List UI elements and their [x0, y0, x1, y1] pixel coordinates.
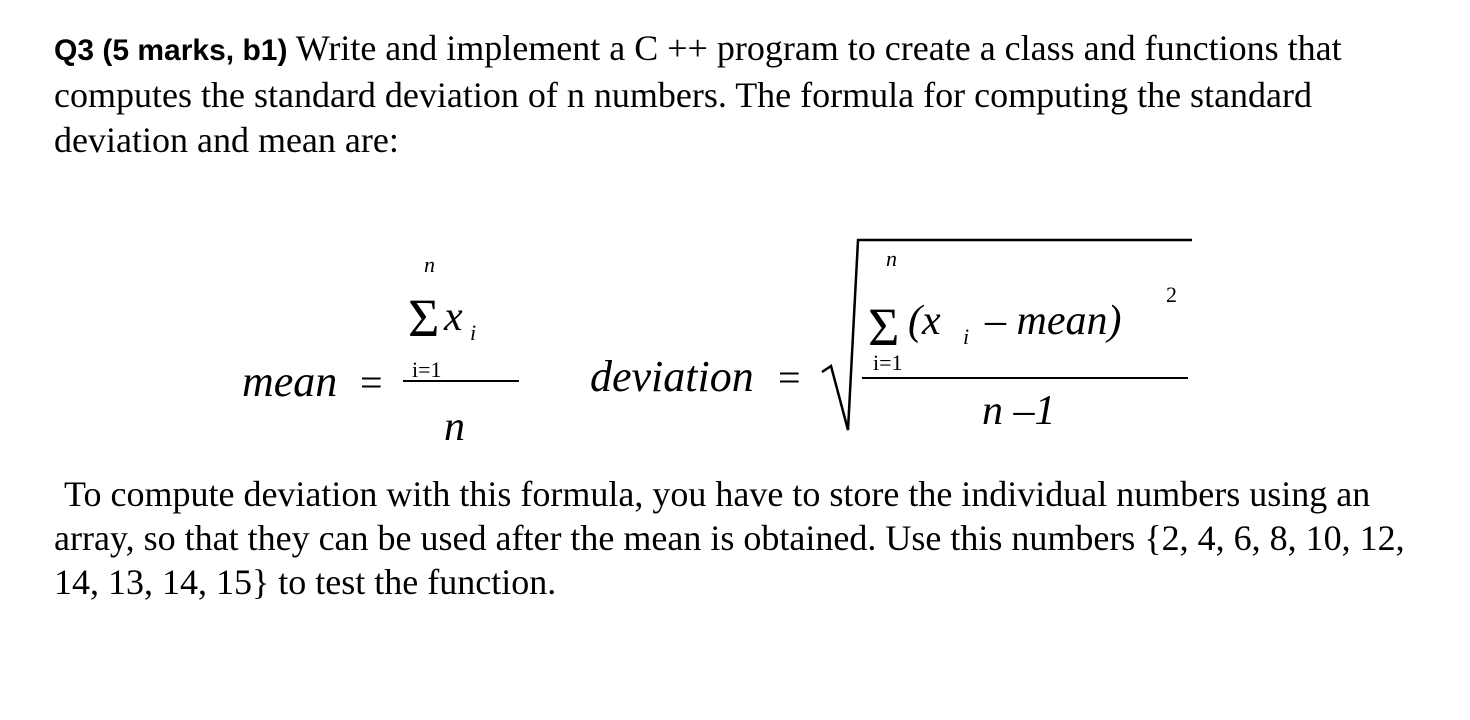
- mean-equals: =: [360, 360, 383, 405]
- deviation-sum-upper: n: [886, 246, 897, 271]
- mean-sum-term-sub: i: [470, 320, 477, 345]
- deviation-exponent: 2: [1166, 282, 1177, 307]
- mean-formula: [242, 252, 519, 450]
- mean-sum-term: x: [444, 294, 463, 340]
- deviation-lhs: deviation: [590, 352, 754, 401]
- deviation-formula: [590, 240, 1192, 434]
- instructions-paragraph: [54, 472, 1444, 604]
- deviation-open-paren: (x: [908, 298, 941, 344]
- instructions-text: To compute deviation with this formula, you have to store the individual numbers using an array, so that they can be used after the mean is obtained. Use this numbers {2, 4, 6, 8, 10, 12, 14, 13, 14, 15} to test the function.: [54, 474, 1405, 602]
- deviation-denominator: n –1: [982, 388, 1056, 434]
- mean-denominator: n: [444, 404, 465, 450]
- deviation-equals: =: [778, 355, 801, 400]
- deviation-minus-mean: – mean): [985, 298, 1122, 344]
- question-body: Write and implement a C ++ program to create a class and functions that computes the standard deviation of n numbers. The formula for computing the standard deviation and mean are:: [54, 28, 1342, 160]
- deviation-sum-symbol: Σ: [868, 297, 900, 357]
- question-label: Q3 (5 marks, b1): [54, 34, 288, 67]
- mean-sum-upper: n: [424, 252, 435, 277]
- mean-lhs: mean: [242, 357, 338, 406]
- deviation-term-sub: i: [963, 324, 970, 349]
- mean-sum-lower: i=1: [412, 357, 442, 382]
- mean-sum-symbol: Σ: [408, 288, 440, 348]
- deviation-sum-lower: i=1: [873, 350, 903, 375]
